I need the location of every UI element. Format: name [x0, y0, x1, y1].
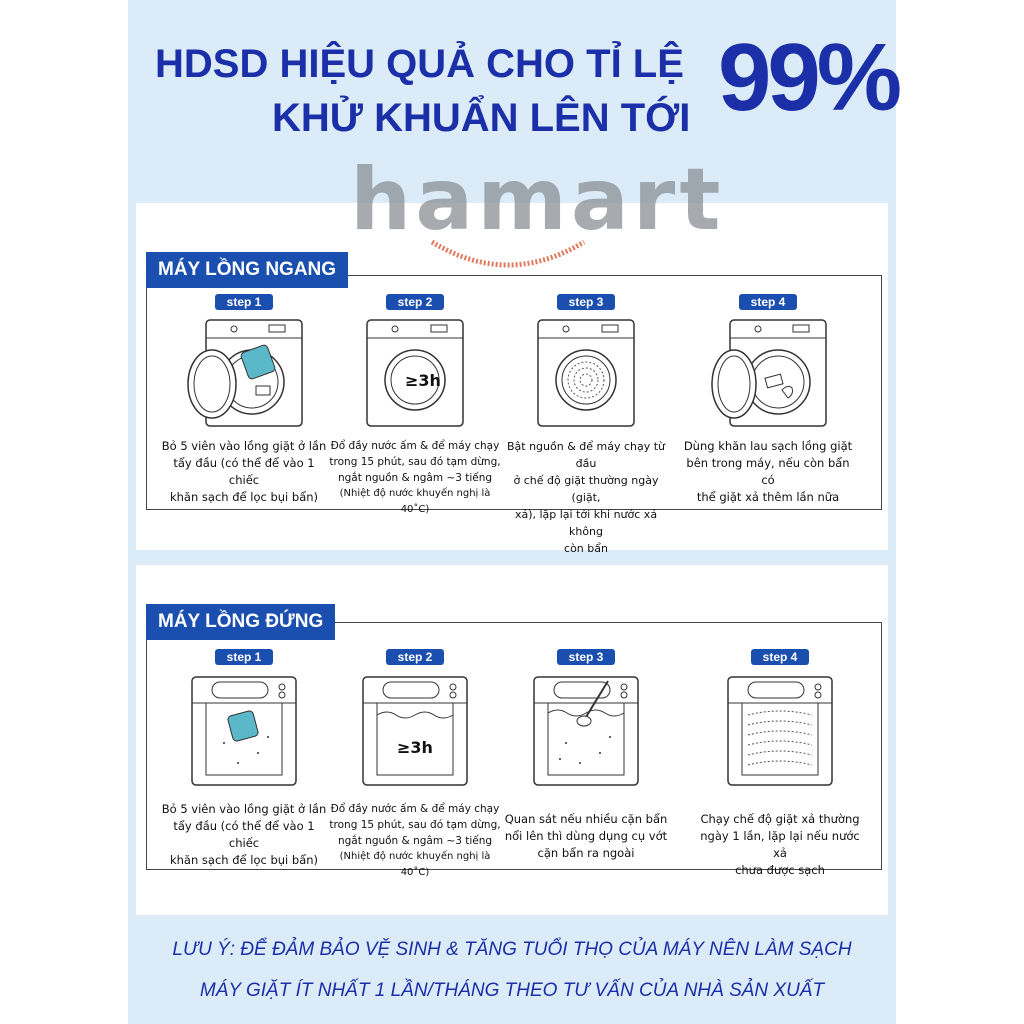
footer-note-line-2: MÁY GIẶT ÍT NHẤT 1 LẦN/THÁNG THEO TƯ VẤN CỦA NHÀ SẢN XUẤT: [199, 980, 825, 1001]
step-description: [500, 811, 672, 862]
soak-marker: ≥3h: [405, 371, 441, 390]
top-load-washer-tablet-icon: [188, 673, 300, 789]
desc-line: ở chế độ giặt thường ngày (giặt,: [513, 474, 659, 504]
step-description: [500, 438, 672, 557]
desc-line: Bỏ 5 viên vào lồng giặt ở lần: [161, 802, 327, 816]
front-load-washer-running-icon: [534, 318, 638, 430]
soak-marker: ≥3h: [397, 738, 433, 757]
front-step-2: [329, 292, 501, 515]
section-label-front-load: MÁY LỒNG NGANG: [146, 252, 348, 288]
desc-line: còn bẩn: [564, 542, 608, 555]
step-badge: step 4: [751, 649, 809, 665]
desc-line: Bật nguồn & để máy chạy từ đầu: [506, 440, 666, 470]
headline-line-2: KHỬ KHUẨN LÊN TỚI: [272, 96, 691, 140]
desc-line: cặn bẩn ra ngoài: [537, 846, 635, 860]
desc-note: (Nhiệt độ nước khuyến nghị là 40˚C): [339, 488, 491, 515]
headline-line-1: HDSD HIỆU QUẢ CHO TỈ LỆ: [155, 42, 684, 86]
step-badge: step 3: [557, 649, 615, 665]
desc-line: xả), lặp lại tới khi nước xả không: [514, 508, 658, 538]
desc-line: khăn sạch để lọc bụi bẩn): [169, 490, 319, 504]
step-badge: step 4: [739, 294, 797, 310]
step-badge: step 2: [386, 649, 444, 665]
left-margin: [0, 0, 128, 1024]
desc-line: tẩy đầu (có thể để vào 1 chiếc: [173, 456, 315, 487]
step-badge: step 1: [215, 649, 273, 665]
footer-note-line-1: LƯU Ý: ĐỂ ĐẢM BẢO VỆ SINH & TĂNG TUỔI THỌ CỦA MÁY NÊN LÀM SẠCH: [172, 939, 852, 960]
step-badge: step 1: [215, 294, 273, 310]
desc-line: nổi lên thì dùng dụng cụ vớt: [504, 829, 668, 843]
front-load-washer-open-door-tablet-icon: [184, 318, 304, 430]
step-description: [694, 811, 866, 879]
desc-line: khăn sạch để lọc bụi bẩn): [169, 853, 319, 867]
step-description: [158, 801, 330, 869]
desc-line: tẩy đầu (có thể để vào 1 chiếc: [173, 819, 315, 850]
desc-line: Bỏ 5 viên vào lồng giặt ở lần: [161, 439, 327, 453]
top-load-washer-scoop-icon: [530, 673, 642, 789]
desc-line: ngày 1 lần, lặp lại nếu nước xả: [700, 829, 860, 860]
step-description: [329, 801, 501, 881]
desc-line: Đổ đầy nước ấm & để máy chạy: [330, 440, 500, 452]
front-step-4: [682, 292, 854, 508]
front-load-washer-soak-3h-icon: [363, 318, 467, 430]
desc-line: trong 15 phút, sau đó tạm dừng,: [329, 456, 501, 468]
desc-line: Quan sát nếu nhiều cặn bẩn: [504, 812, 668, 826]
desc-note: (Nhiệt độ nước khuyến nghị là 40˚C): [339, 851, 491, 878]
desc-line: Đổ đầy nước ấm & để máy chạy: [330, 803, 500, 815]
section-label-top-load: MÁY LỒNG ĐỨNG: [146, 604, 335, 640]
brand-logo: hamart: [350, 150, 725, 250]
top-step-4: [694, 647, 866, 877]
top-step-2: [329, 647, 501, 878]
top-load-washer-running-icon: [724, 673, 836, 789]
step-description: [682, 438, 854, 506]
desc-line: Dùng khăn lau sạch lồng giặt: [683, 439, 853, 453]
logo-smile-icon: [428, 238, 588, 278]
front-load-washer-wipe-icon: [708, 318, 828, 430]
desc-line: bên trong máy, nếu còn bẩn có: [686, 456, 850, 487]
right-margin: [896, 0, 1024, 1024]
desc-line: ngắt nguồn & ngâm ~3 tiếng: [337, 472, 493, 484]
top-step-3: [500, 647, 672, 867]
desc-line: trong 15 phút, sau đó tạm dừng,: [329, 819, 501, 831]
step-description: [329, 438, 501, 518]
top-step-1: [158, 647, 330, 867]
desc-line: ngắt nguồn & ngâm ~3 tiếng: [337, 835, 493, 847]
headline-percent: 99%: [718, 24, 899, 131]
front-step-3: [500, 292, 672, 555]
step-badge: step 2: [386, 294, 444, 310]
front-step-1: [158, 292, 330, 508]
desc-line: chưa được sạch: [735, 863, 825, 877]
desc-line: thể giặt xả thêm lần nữa: [696, 490, 840, 504]
step-badge: step 3: [557, 294, 615, 310]
step-description: [158, 438, 330, 506]
top-load-washer-soak-3h-icon: [359, 673, 471, 789]
desc-line: Chạy chế độ giặt xả thường: [700, 812, 860, 826]
